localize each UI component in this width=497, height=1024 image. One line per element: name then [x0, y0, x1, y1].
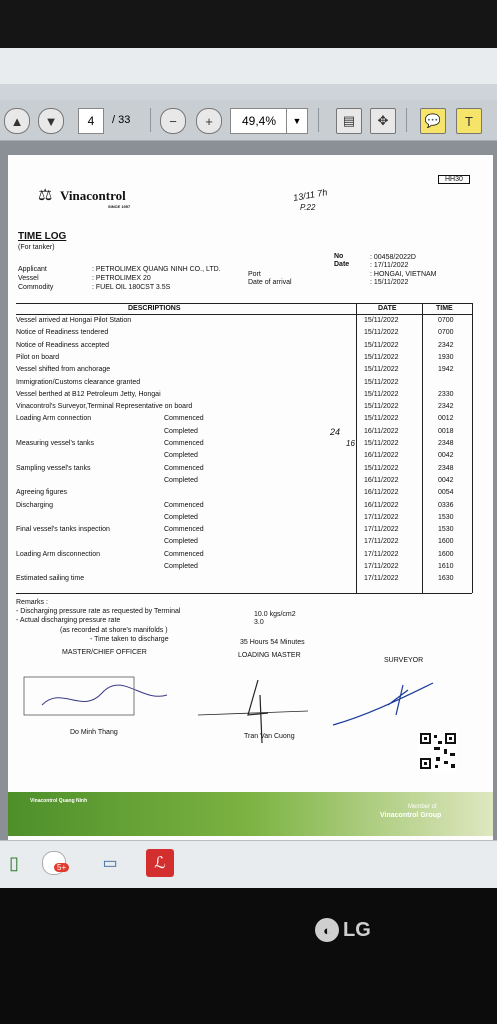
document-viewer[interactable]: [0, 141, 497, 841]
row-time: 2348: [438, 464, 454, 472]
row-status: Commenced: [164, 526, 204, 534]
row-time: 1930: [438, 353, 454, 361]
row-status: Commenced: [164, 550, 204, 558]
port-value: : HONGAI, VIETNAM: [370, 271, 437, 278]
row-time: 0054: [438, 489, 454, 497]
row-date: 17/11/2022: [364, 538, 399, 546]
typewriter-icon[interactable]: T: [456, 108, 482, 134]
remarks-label: Remarks :: [16, 599, 48, 606]
document-page: [8, 155, 493, 845]
row-date: 15/11/2022: [364, 440, 399, 447]
role-loading-master: LOADING MASTER: [238, 652, 301, 659]
row-date: 15/11/2022: [364, 403, 399, 411]
row-date: 15/11/2022: [364, 366, 399, 374]
row-time: 1630: [438, 575, 454, 583]
row-description: Discharging: [16, 501, 53, 509]
date-label: Date: [334, 261, 350, 268]
remark-1: - Discharging pressure rate as requested by Terminal: [16, 608, 181, 615]
app-icon-excel[interactable]: ▯: [9, 852, 19, 873]
port-label: Port: [248, 271, 261, 278]
table-top-rule: [16, 303, 472, 304]
row-date: 17/11/2022: [364, 550, 399, 558]
row-date: 17/11/2022: [364, 513, 399, 521]
row-time: 2348: [438, 440, 454, 447]
row-time: 0042: [438, 476, 454, 484]
row-time: 1600: [438, 550, 454, 558]
row-description: Notice of Readiness accepted: [16, 341, 109, 349]
footer-company: Vinacontrol Quang Ninh: [30, 798, 88, 804]
prev-page-icon[interactable]: ▲: [4, 108, 30, 134]
row-description: Vessel shifted from anchorage: [16, 366, 111, 374]
arrival-value: : 15/11/2022: [370, 279, 409, 286]
app-icon-scanner[interactable]: ▭: [102, 855, 118, 872]
row-date: 15/11/2022: [364, 317, 399, 324]
fit-width-icon[interactable]: ✥: [370, 108, 396, 134]
row-date: 15/11/2022: [364, 378, 399, 386]
remark-2: - Actual discharging pressure rate: [16, 617, 121, 624]
app-icon-messaging[interactable]: [40, 849, 68, 877]
row-time: 1942: [438, 366, 454, 374]
name-master: Do Minh Thang: [70, 729, 118, 736]
row-time: 0042: [438, 452, 454, 460]
surveyor-signature-icon: [328, 675, 438, 735]
row-date: 17/11/2022: [364, 575, 399, 583]
row-description: Estimated sailing time: [16, 575, 85, 583]
remark-4: - Time taken to discharge: [90, 636, 169, 643]
vessel-value: : PETROLIMEX 20: [92, 275, 151, 282]
no-label: No: [334, 253, 344, 260]
row-status: Completed: [164, 513, 198, 521]
applicant-value: : PETROLIMEX QUANG NINH CO., LTD.: [92, 266, 221, 273]
handwritten-note-2: P.22: [300, 203, 316, 212]
table-right-border: [472, 303, 473, 593]
window-titlebar: [0, 48, 497, 84]
row-time: 2342: [438, 403, 454, 411]
row-description: Final vessel's tanks inspection: [16, 526, 110, 534]
doc-title: TIME LOG: [18, 231, 67, 242]
row-status: Completed: [164, 452, 198, 460]
row-date: 15/11/2022: [364, 415, 399, 423]
col-time: TIME: [436, 305, 453, 312]
row-time: 1530: [438, 526, 454, 534]
no-value: : 00458/2022D: [370, 254, 416, 261]
zoom-out-icon[interactable]: −: [160, 108, 186, 134]
zoom-in-icon[interactable]: +: [196, 108, 222, 134]
row-time: 1530: [438, 513, 454, 521]
row-time: 0336: [438, 501, 454, 509]
page-number-input[interactable]: 4: [78, 108, 104, 134]
handwritten-note: 13/11 7h: [292, 187, 328, 203]
vessel-label: Vessel: [18, 275, 39, 282]
row-date: 17/11/2022: [364, 563, 399, 570]
row-time: 0018: [438, 427, 454, 435]
row-description: Agreeing figures: [16, 489, 67, 497]
row-date: 15/11/2022: [364, 390, 399, 398]
document-footer: [8, 792, 493, 836]
row-description: Pilot on board: [16, 353, 60, 361]
footer-group: Vinacontrol Group: [380, 812, 442, 819]
row-date: 17/11/2022: [364, 526, 399, 534]
row-time: 2330: [438, 390, 454, 398]
row-date: 16/11/2022: [364, 489, 399, 497]
date-value: : 17/11/2022: [370, 262, 409, 269]
table-bottom-rule: [16, 593, 472, 594]
row-date: 15/11/2022: [364, 353, 399, 361]
row-date: 15/11/2022: [364, 341, 399, 349]
row-description: Vessel arrived at Hongai Pilot Station: [16, 317, 132, 324]
app-icon-pdf-reader[interactable]: ℒ: [146, 849, 174, 877]
pdf-toolbar: [0, 100, 497, 141]
row-time: 0700: [438, 317, 454, 324]
vinacontrol-logo-icon: ⚖: [38, 187, 53, 204]
commodity-label: Commodity: [18, 284, 54, 291]
row-description: Notice of Readiness tendered: [16, 329, 109, 337]
row-status: Commenced: [164, 415, 204, 423]
role-surveyor: SURVEYOR: [384, 657, 424, 664]
remark-1-value: 10.0 kgs/cm2: [254, 611, 296, 618]
row-date: 16/11/2022: [364, 501, 399, 509]
monitor-bezel-top: [0, 0, 497, 50]
row-description: Immigration/Customs clearance granted: [16, 378, 141, 386]
row-description: Vessel berthed at B12 Petroleum Jetty, Hongai: [16, 390, 161, 398]
row-description: Measuring vessel's tanks: [16, 440, 94, 447]
notification-badge: 5+: [54, 863, 69, 872]
row-time: 1600: [438, 538, 454, 546]
row-status: Completed: [164, 427, 198, 435]
hand-mark-16: 16: [346, 439, 355, 448]
remark-2-value: 3.0: [254, 619, 264, 626]
doc-subtitle: (For tanker): [18, 244, 55, 251]
next-page-icon[interactable]: ▼: [38, 108, 64, 134]
comment-icon[interactable]: 💬: [420, 108, 446, 134]
monitor-bezel-bottom: [0, 888, 497, 1024]
toolbar-divider: [318, 108, 319, 132]
row-date: 15/11/2022: [364, 464, 399, 472]
table-divider-time: [422, 303, 423, 593]
role-master: MASTER/CHIEF OFFICER: [62, 649, 147, 656]
col-date: DATE: [378, 305, 397, 312]
row-date: 16/11/2022: [364, 476, 399, 484]
table-divider-date: [356, 303, 357, 593]
row-date: 16/11/2022: [364, 452, 399, 460]
monitor-logo: [315, 918, 371, 942]
row-description: Loading Arm disconnection: [16, 550, 101, 558]
remark-4-value: 35 Hours 54 Minutes: [240, 639, 305, 646]
row-status: Commenced: [164, 464, 204, 472]
name-loading-master: Tran Van Cuong: [244, 733, 295, 740]
row-status: Completed: [164, 476, 198, 484]
qr-code-icon: [418, 731, 458, 771]
master-signature-icon: [22, 675, 172, 727]
row-time: 1610: [438, 563, 454, 570]
row-description: Loading Arm connection: [16, 415, 92, 423]
row-date: 15/11/2022: [364, 329, 399, 337]
commodity-value: : FUEL OIL 180CST 3.5S: [92, 284, 171, 291]
row-date: 16/11/2022: [364, 427, 399, 435]
row-status: Commenced: [164, 501, 204, 509]
table-head-rule: [16, 314, 472, 315]
page-total: / 33: [112, 114, 131, 126]
row-description: Vinacontrol's Surveyor,Terminal Representative on board: [16, 403, 193, 411]
applicant-label: Applicant: [18, 266, 47, 273]
row-time: 0012: [438, 415, 454, 423]
monitor-screen: [0, 48, 497, 888]
zoom-level-input[interactable]: 49,4%: [230, 108, 288, 134]
remark-3: (as recorded at shore's manifolds ): [60, 627, 168, 634]
hand-mark-24: 24: [330, 427, 341, 437]
toolbar-divider: [406, 108, 407, 132]
toolbar-divider: [150, 108, 151, 132]
lg-logo-icon: ◐: [315, 918, 339, 942]
form-code: HH30: [438, 175, 470, 184]
brand-name: Vinacontrol: [60, 188, 126, 203]
row-status: Completed: [164, 563, 198, 570]
col-descriptions: DESCRIPTIONS: [128, 305, 181, 312]
row-status: Commenced: [164, 440, 204, 447]
brand-since: SINCE 1957: [108, 204, 131, 209]
row-description: Sampling vessel's tanks: [16, 464, 91, 472]
row-time: 0700: [438, 329, 454, 337]
row-time: 2342: [438, 341, 454, 349]
footer-member-of: Member of: [408, 804, 437, 810]
monitor-brand: LG: [343, 918, 371, 941]
zoom-dropdown-icon[interactable]: ▼: [286, 108, 308, 134]
arrival-label: Date of arrival: [248, 279, 292, 286]
fit-page-icon[interactable]: ▤: [336, 108, 362, 134]
row-status: Completed: [164, 538, 198, 546]
taskbar: [0, 840, 497, 888]
